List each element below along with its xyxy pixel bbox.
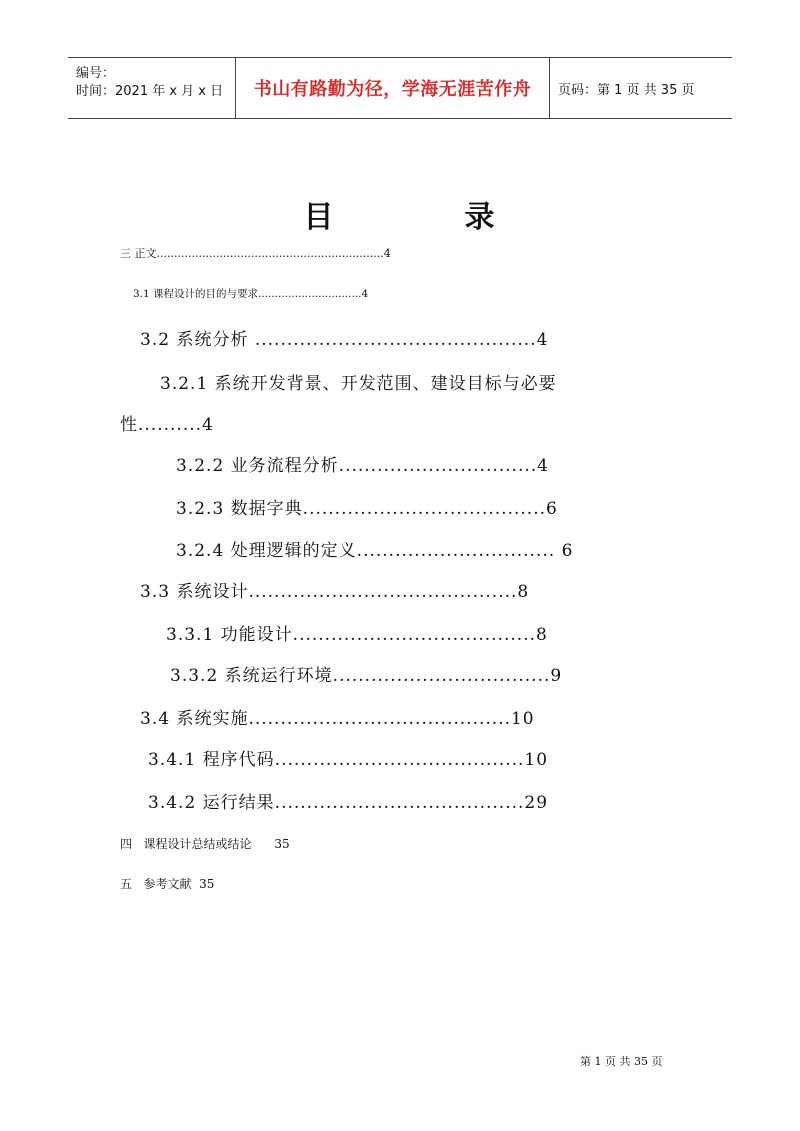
toc-entry[interactable]: 3.4.2 运行结果.......................................29	[148, 793, 549, 813]
toc-entry[interactable]: 性..........4	[120, 415, 214, 435]
time-label: 时间：2021 年 x 月 x 日	[76, 84, 224, 99]
toc-entry[interactable]: 五 参考文献 35	[120, 877, 215, 891]
toc-entry[interactable]: 3.2.1 系统开发背景、开发范围、建设目标与必要	[160, 374, 557, 394]
toc-entry[interactable]: 3.2 系统分析 ............................................4	[140, 330, 549, 350]
header-page-cell	[550, 58, 732, 118]
page-info: 页码：第 1 页 共 35 页	[558, 82, 695, 98]
toc-entry[interactable]: 3.3.2 系统运行环境..................................9	[170, 666, 563, 686]
toc-entry[interactable]: 四 课程设计总结或结论 35	[120, 837, 290, 851]
motto-text: 书山有路勤为径，学海无涯苦作舟	[253, 79, 532, 100]
serial-label: 编号：	[76, 66, 116, 81]
toc-entry[interactable]: 3.3.1 功能设计......................................8	[166, 625, 548, 645]
page-header	[68, 57, 732, 119]
page-footer: 第 1 页 共 35 页	[580, 1055, 663, 1068]
title-char-left: 目	[303, 200, 336, 235]
toc-entry[interactable]: 3.2.4 处理逻辑的定义............................... 6	[176, 541, 574, 561]
page-title	[0, 192, 800, 236]
header-info-cell	[68, 58, 236, 118]
toc-entry[interactable]: 3.1 课程设计的目的与要求...............................4	[133, 288, 369, 300]
toc-entry[interactable]: 三 正文.................................................................4	[120, 247, 391, 260]
toc-entry[interactable]: 3.2.2 业务流程分析...............................4	[176, 456, 549, 476]
toc-entry[interactable]: 3.4 系统实施.........................................10	[140, 709, 535, 729]
title-char-right: 录	[464, 200, 497, 235]
toc-entry[interactable]: 3.2.3 数据字典......................................6	[176, 499, 558, 519]
toc-entry[interactable]: 3.3 系统设计..........................................8	[140, 582, 530, 602]
toc-entry[interactable]: 3.4.1 程序代码.......................................10	[148, 750, 549, 770]
header-motto-cell	[236, 58, 550, 118]
